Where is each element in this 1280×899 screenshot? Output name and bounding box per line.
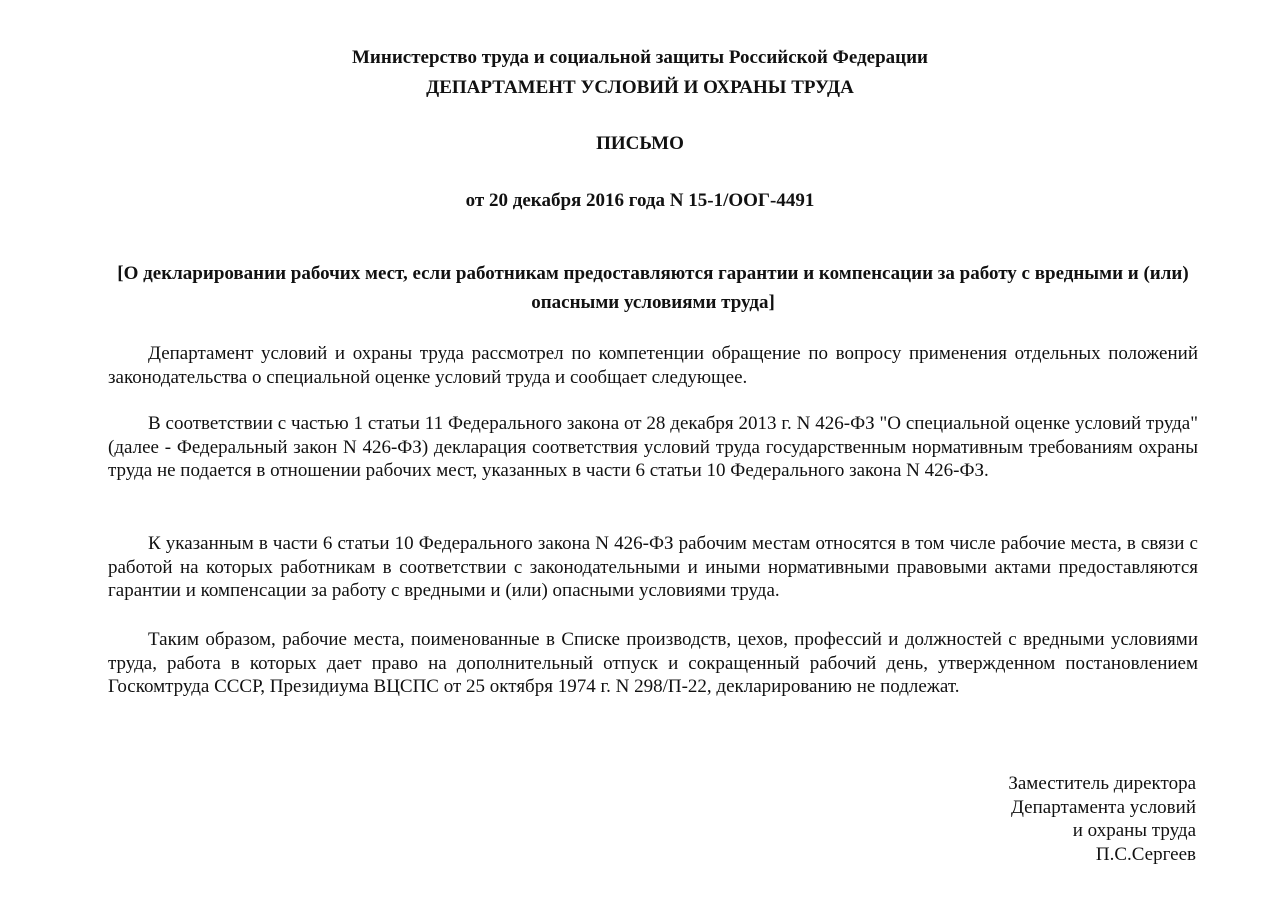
signatory-position-line: Заместитель директора (1008, 773, 1196, 794)
signatory-name: П.С.Сергеев (1095, 843, 1196, 865)
document-date-number: от 20 декабря 2016 года N 15-1/ООГ-4491 (465, 190, 815, 211)
document-type-title: ПИСЬМО (596, 133, 684, 154)
ministry-name: Министерство труда и социальной защиты Российской Федерации (352, 47, 928, 68)
body-paragraph: Таким образом, рабочие места, поименованные в Списке производств, цехов, профессий и должностей с вредными условиями труда, работа в которых дает право на дополнительный отпуск и сокращенный рабочий день, утвержденном постановлением Госкомтруда СССР, Президиума ВЦСПС от 25 октября 1974 г. N 298/П-22, декларированию не подлежат. (108, 629, 1198, 697)
document-subject: [О декларировании рабочих мест, если работникам предоставляются гарантии и компенсации за работу с вредными и (или) опасными условиями труда] (117, 263, 1189, 313)
signature-block (1008, 772, 1196, 866)
body-paragraph: Департамент условий и охраны труда рассмотрел по компетенции обращение по вопросу применения отдельных положений законодательства о специальной оценке условий труда и сообщает следующее. (108, 343, 1198, 388)
letter-header (0, 43, 1280, 103)
body-paragraph: В соответствии с частью 1 статьи 11 Федерального закона от 28 декабря 2013 г. N 426-ФЗ "О специальной оценке условий труда" (далее - Федеральный закон N 426-ФЗ) декларация соответствия условий труда государственным нормативным требованиям охраны труда не подается в отношении рабочих мест, указанных в части 6 статьи 10 Федерального закона N 426-ФЗ. (108, 413, 1198, 481)
body-paragraph: К указанным в части 6 статьи 10 Федерального закона N 426-ФЗ рабочим местам относятся в том числе рабочие места, в связи с работой на которых работникам в соответствии с законодательными и иными нормативными правовыми актами предоставляются гарантии и компенсации за работу с вредными и (или) опасными условиями труда. (108, 533, 1198, 601)
department-name: ДЕПАРТАМЕНТ УСЛОВИЙ И ОХРАНЫ ТРУДА (426, 77, 854, 98)
signatory-position-line: Департамента условий (1010, 796, 1196, 818)
signatory-position-line: и охраны труда (1072, 820, 1196, 842)
